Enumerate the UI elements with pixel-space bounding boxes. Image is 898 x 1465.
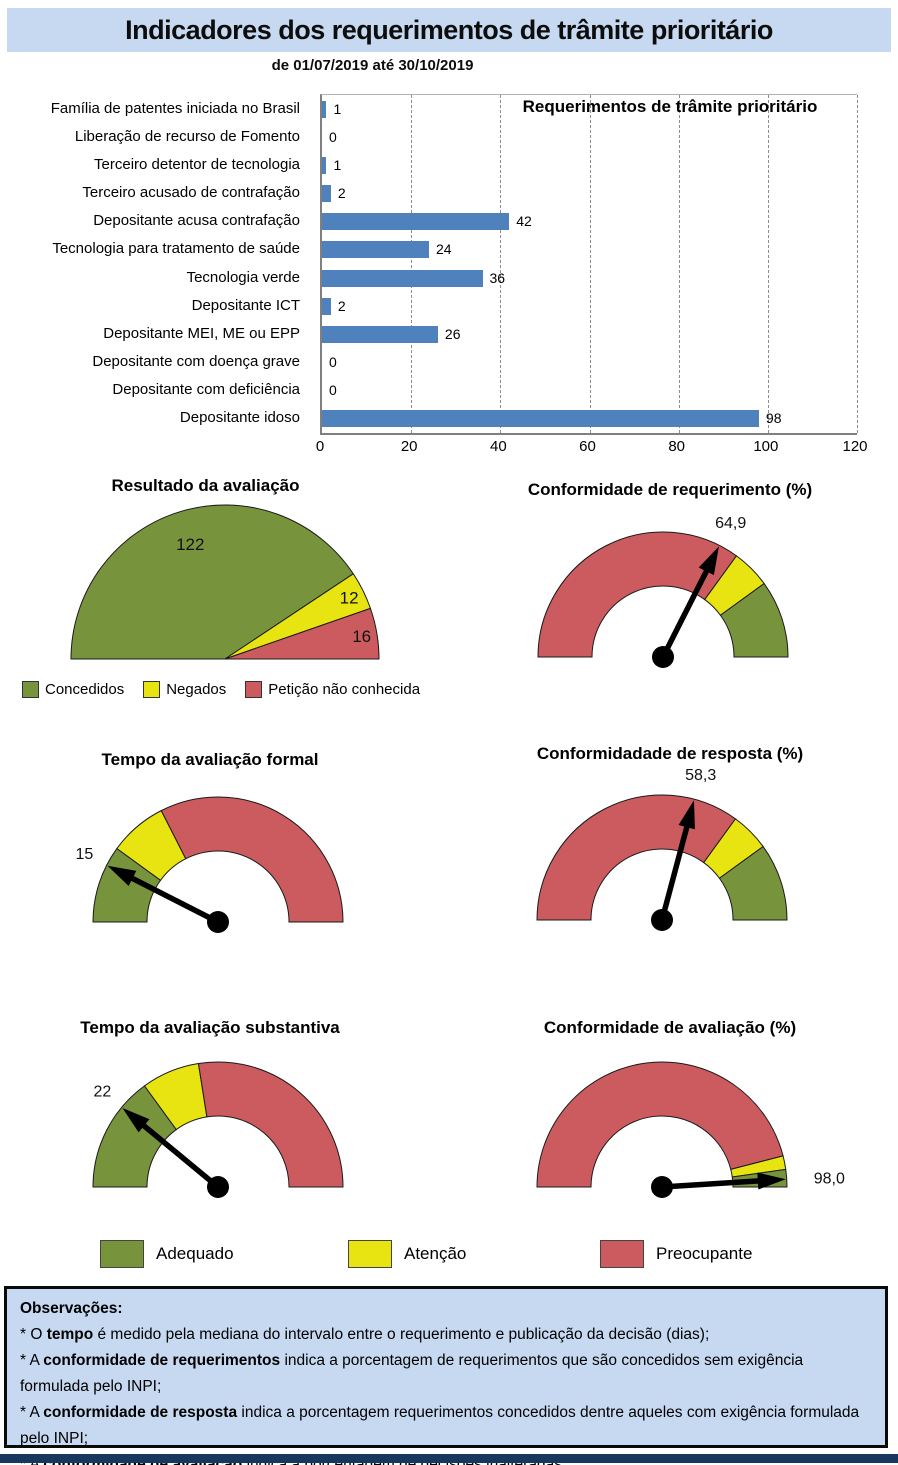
legend-item [22,681,124,698]
gauge-resposta [492,767,832,945]
bar [322,157,326,174]
notes-box [4,1286,888,1448]
bar [322,101,326,118]
gauge-title-requerimento: Conformidade de requerimento (%) [527,480,813,499]
gridline [768,95,769,433]
pie-slice-label: 122 [176,535,205,555]
bar [322,270,483,287]
x-tick-label: 80 [668,438,685,455]
note-item [20,1322,872,1348]
gauge-value-label: 64,9 [715,515,747,533]
bar [322,241,429,258]
bar [322,410,759,427]
bar-category-label: Depositante acusa contrafação [93,212,300,230]
bar-chart-title: Requerimentos de trâmite prioritário [522,97,818,116]
gridline [679,95,680,433]
bottom-divider-bar [0,1454,898,1463]
legend-label: Adequado [156,1244,234,1263]
pie-legend [22,681,420,698]
gridline [857,95,858,433]
gridline [500,95,501,433]
bar-category-label: Tecnologia verde [186,268,300,286]
legend-label: Petição não conhecida [268,681,421,698]
gauge-value-label: 98,0 [813,1170,845,1188]
note-bold-term: conformidade de requerimentos [43,1352,281,1369]
red-swatch [600,1240,644,1268]
page-title: Indicadores dos requerimentos de trâmite prioritário [125,14,773,45]
gridline [411,95,412,433]
legend-label: Concedidos [45,681,125,698]
bar-category-label: Depositante ICT [191,296,300,314]
legend-item [100,1240,234,1268]
pie-title: Resultado da avaliação [111,476,300,495]
gauge-segment-red [538,532,736,657]
yellow-swatch [348,1240,392,1268]
gauge-title-tempo-substantiva: Tempo da avaliação substantiva [80,1018,340,1037]
note-text: * O [20,1326,47,1343]
yellow-swatch [143,681,160,698]
note-text: é medido pela mediana do intervalo entre o requerimento e publicação da decisão (dias); [93,1326,710,1343]
note-bold-term: conformidade de resposta [43,1404,238,1421]
bar-category-label: Depositante com deficiência [112,381,300,399]
note-bold-term: tempo [46,1326,94,1343]
x-tick-label: 60 [579,438,596,455]
x-tick-label: 40 [489,438,507,455]
legend-item [600,1240,752,1268]
gauge-hub [207,911,229,933]
note-text: * A [20,1352,44,1369]
date-range: de 01/07/2019 até 30/10/2019 [271,57,474,74]
gauge-hub [207,1176,229,1198]
bar-category-label: Terceiro detentor de tecnologia [94,155,300,173]
gauge-segment-red [537,795,735,920]
pie-chart [60,500,390,662]
gauge-hub [651,909,673,931]
gauge-hub [651,1176,673,1198]
legend-label: Negados [166,681,227,698]
bar [322,213,509,230]
bar [322,326,438,343]
legend-label: Preocupante [656,1244,753,1263]
green-swatch [22,681,39,698]
pie-slice-label: 12 [339,588,359,608]
bar-value-label: 2 [337,297,346,314]
x-tick-label: 100 [753,438,779,455]
bar [322,298,331,315]
gauge-value-label: 15 [75,845,94,863]
red-swatch [245,681,262,698]
note-text: * A [20,1404,44,1421]
bar-value-label: 1 [333,156,342,173]
legend-item [245,681,420,698]
bar-category-label: Terceiro acusado de contrafação [82,184,300,202]
gauge-tempo-substantiva [48,1037,388,1212]
bar-value-label: 26 [444,325,461,342]
bar-value-label: 0 [329,382,337,399]
bar-category-label: Depositante MEI, ME ou EPP [103,324,300,342]
bar-value-label: 98 [765,410,782,427]
bar-value-label: 42 [516,213,532,230]
bar-value-label: 36 [489,269,506,286]
gauge-tempo-formal [48,772,388,947]
note-text: indica a porcentagem de requerimentos que são concedidos sem exigência formulada pelo INPI; [20,1352,804,1395]
bar-category-label: Tecnologia para tratamento de saúde [52,240,300,258]
gauge-segment-red [161,797,343,922]
legend-item [348,1240,466,1268]
bar-category-labels [0,94,310,432]
gauge-title-resposta: Conformidadade de resposta (%) [536,744,804,763]
bar [322,185,331,202]
gauge-hub [652,646,674,668]
bar-value-label: 24 [436,241,452,258]
pie-slice-label: 16 [352,626,372,646]
x-tick-label: 0 [315,438,325,455]
note-text: indica a porcentagem requerimentos concedidos dentre aqueles com exigência formulada pelo INPI; [20,1404,860,1447]
bar-x-axis [0,438,898,458]
gauge-requerimento [493,507,833,682]
green-swatch [100,1240,144,1268]
note-item [20,1400,872,1452]
gauge-avaliacao [492,1037,845,1212]
report-header [7,8,891,52]
gauge-title-tempo-formal: Tempo da avaliação formal [101,750,319,769]
bar-value-label: 0 [329,128,337,145]
bar-value-label: 1 [333,100,342,117]
bar-plot-area [320,94,857,435]
bar-value-label: 2 [337,185,346,202]
x-tick-label: 20 [400,438,418,455]
notes-heading: Observações: [20,1300,123,1317]
bar-category-label: Liberação de recurso de Fomento [74,127,300,145]
gauge-segment-red [198,1062,343,1187]
bar-category-label: Depositante idoso [179,409,300,427]
legend-item [143,681,226,698]
bar-value-label: 0 [329,354,337,371]
gridline [590,95,591,433]
gauge-value-label: 58,3 [685,767,717,785]
x-tick-label: 120 [842,438,868,455]
bar-category-label: Família de patentes iniciada no Brasil [50,99,300,117]
bar-category-label: Depositante com doença grave [92,352,300,370]
legend-label: Atenção [404,1244,467,1263]
gauge-title-avaliacao: Conformidade de avaliação (%) [543,1018,797,1037]
note-item [20,1348,872,1400]
gauge-value-label: 22 [93,1083,112,1101]
